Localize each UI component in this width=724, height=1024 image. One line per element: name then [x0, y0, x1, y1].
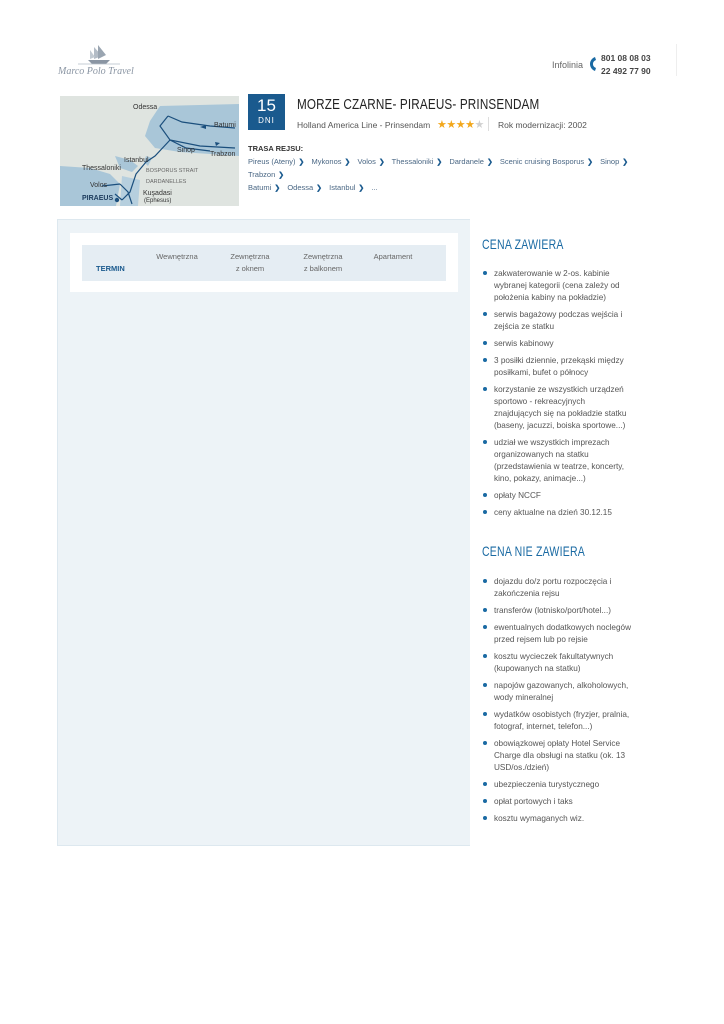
chevron-right-icon: ❯ [358, 185, 365, 192]
list-item: napojów gazowanych, alkoholowych, wody mineralnej [483, 680, 633, 704]
star-icon: ★ [455, 119, 466, 131]
header-divider [676, 44, 677, 76]
map-label-ephesus: (Ephesus) [144, 198, 172, 204]
list-item: kosztu wymaganych wiz. [483, 813, 633, 825]
column-header-balcony: Zewnętrzna z balkonem [303, 252, 343, 273]
includes-heading: CENA ZAWIERA [482, 236, 564, 252]
map-label-trabzon: Trabzon [210, 151, 236, 158]
map-label-bosporus: BOSPORUS STRAIT [146, 168, 199, 174]
days-badge [248, 94, 285, 130]
chevron-right-icon: ❯ [587, 159, 593, 166]
list-item: zakwaterowanie w 2-os. kabinie wybranej kategorii (cena zależy od położenia kabiny na pokładzie) [483, 268, 633, 304]
route-stop: Volos ❯ [357, 157, 385, 166]
map-label-thessaloniki: Thessaloniki [82, 165, 121, 172]
route-stop: ... [371, 183, 378, 192]
route-map[interactable] [60, 96, 239, 206]
map-label-odessa: Odessa [133, 104, 158, 111]
star-icon: ★ [465, 119, 475, 131]
cruise-title: MORZE CZARNE- PIRAEUS- PRINSENDAM [297, 96, 540, 113]
phone-number-2[interactable]: 22 492 77 90 [601, 66, 651, 76]
chevron-right-icon: ❯ [274, 185, 281, 192]
logo-text: Marco Polo Travel [58, 66, 134, 77]
star-empty-icon: ★ [474, 119, 484, 131]
list-item: transferów (lotnisko/port/hotel...) [483, 605, 633, 617]
column-header-apartment: Apartament [373, 252, 413, 261]
list-item: opłaty NCCF [483, 490, 633, 502]
includes-list [483, 268, 633, 519]
list-item: korzystanie ze wszystkich urządzeń sportowo - rekreacyjnych znajdujących się na pokładzie statku (baseny, jacuzzi, boiska sportowe...) [483, 384, 633, 432]
map-label-sinop: Sinop [177, 147, 195, 154]
list-item: ceny aktualne na dzień 30.12.15 [483, 507, 633, 519]
phone-icon [587, 56, 599, 72]
route-stop: Sinop ❯ [600, 157, 629, 166]
route-stop: Scenic cruising Bosporus ❯ [499, 157, 593, 166]
column-header-inner: Wewnętrzna [156, 252, 198, 261]
excludes-list [483, 576, 633, 825]
chevron-right-icon: ❯ [622, 159, 629, 166]
ship-name: Holland America Line - Prinsendam [297, 120, 431, 130]
star-icon: ★ [446, 119, 456, 131]
route-stop: Trabzon ❯ [248, 170, 285, 179]
days-number: 15 [257, 96, 276, 115]
days-label: DNI [258, 116, 275, 125]
column-header-window: Zewnętrzna z oknem [230, 252, 270, 273]
list-item: serwis kabinowy [483, 338, 633, 350]
modernization-year: Rok modernizacji: 2002 [498, 120, 587, 130]
list-item: obowiązkowej opłaty Hotel Service Charge dla obsługi na statku (ok. 13 USD/os./dzień) [483, 738, 633, 774]
phone-numbers [601, 52, 651, 78]
ship-logo-icon [58, 44, 140, 66]
route-heading: TRASA REJSU: [248, 144, 304, 153]
info-divider [488, 117, 489, 131]
list-item: 3 posiłki dziennie, przekąski między posiłkami, bufet o północy [483, 355, 633, 379]
map-label-volos: Volos [90, 182, 108, 189]
map-label-dardanelles: DARDANELLES [146, 179, 187, 185]
star-rating [437, 118, 484, 131]
list-item: opłat portowych i taks [483, 796, 633, 808]
phone-number-1[interactable]: 801 08 08 03 [601, 53, 651, 63]
chevron-right-icon: ❯ [436, 159, 443, 166]
route-stop: Thessaloniki ❯ [391, 157, 443, 166]
list-item: ewentualnych dodatkowych noclegów przed rejsem lub po rejsie [483, 622, 633, 646]
route-stop: Pireus (Ateny) ❯ [248, 157, 305, 166]
chevron-right-icon: ❯ [278, 172, 285, 179]
route-list [248, 156, 668, 195]
list-item: kosztu wycieczek fakultatywnych (kupowanych na statku) [483, 651, 633, 675]
route-stop: Odessa ❯ [287, 183, 323, 192]
chevron-right-icon: ❯ [344, 159, 351, 166]
chevron-right-icon: ❯ [378, 159, 385, 166]
chevron-right-icon: ❯ [486, 159, 493, 166]
infolinia-label: Infolinia [552, 60, 584, 70]
route-stop: Dardanele ❯ [449, 157, 493, 166]
chevron-right-icon: ❯ [316, 185, 323, 192]
map-label-istanbul: Istanbul [124, 157, 149, 164]
map-label-piraeus: PIRAEUS [82, 195, 114, 202]
termin-label: TERMIN [96, 264, 125, 273]
star-icon: ★ [437, 119, 447, 131]
route-stop: Mykonos ❯ [311, 157, 351, 166]
excludes-heading: CENA NIE ZAWIERA [482, 543, 585, 559]
list-item: dojazdu do/z portu rozpoczęcia i zakończenia rejsu [483, 576, 633, 600]
map-label-kusadasi: Kuşadasi [143, 190, 172, 197]
list-item: udział we wszystkich imprezach organizowanych na statku (przedstawienia w teatrze, koncerty, kino, pokazy, animacje...) [483, 437, 633, 485]
route-stop: Istanbul ❯ [329, 183, 365, 192]
marco-polo-logo[interactable] [58, 44, 140, 82]
list-item: wydatków osobistych (fryzjer, pralnia, fotograf, internet, telefon...) [483, 709, 633, 733]
route-stop: Batumi ❯ [248, 183, 281, 192]
map-label-batumi: Batumi [214, 122, 236, 129]
list-item: ubezpieczenia turystycznego [483, 779, 633, 791]
chevron-right-icon: ❯ [298, 159, 305, 166]
list-item: serwis bagażowy podczas wejścia i zejścia ze statku [483, 309, 633, 333]
